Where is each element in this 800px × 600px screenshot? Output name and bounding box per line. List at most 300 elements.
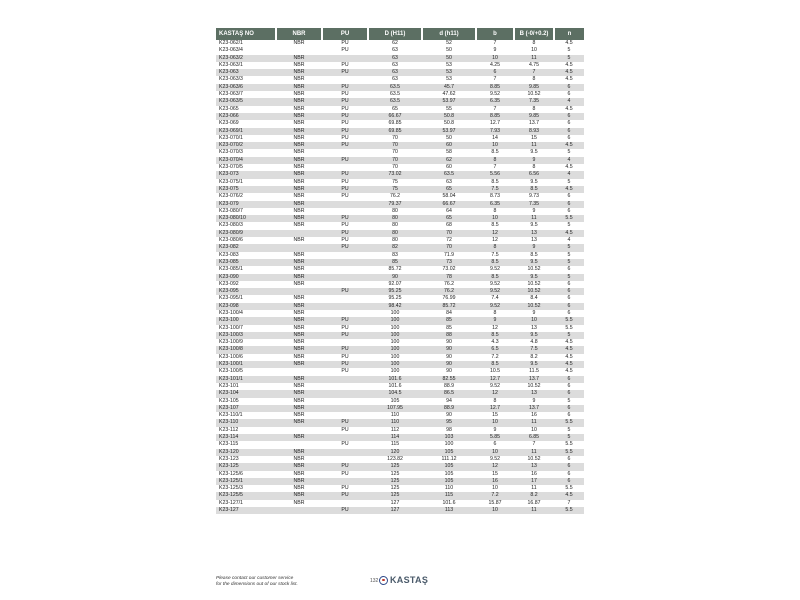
- cell-groove-width: 6.56: [514, 171, 554, 178]
- cell-nbr: NBR: [276, 157, 322, 164]
- cell-pu: [322, 376, 368, 383]
- table-row: [216, 142, 584, 149]
- cell-pu: PU: [341, 134, 349, 141]
- cell-n: 5: [554, 274, 584, 281]
- stock-note-line-1: Please contact our customer service: [216, 576, 294, 581]
- cell-pu: PU: [341, 178, 349, 185]
- cell-pu: [322, 398, 368, 405]
- cell-n: 4.5: [554, 69, 584, 76]
- cell-part-number: K23-110: [216, 419, 276, 426]
- cell-nbr: NBR: [293, 178, 305, 185]
- cell-nbr: NBR: [276, 215, 322, 222]
- cell-inner-diameter: 62: [422, 157, 476, 164]
- cell-pu: [322, 201, 368, 208]
- cell-nbr: NBR: [276, 405, 322, 412]
- cell-pu: PU: [341, 47, 349, 54]
- cell-outer-diameter: 95.25: [368, 288, 422, 295]
- cell-outer-diameter: 95.25: [388, 295, 402, 302]
- cell-nbr: NBR: [276, 113, 322, 120]
- cell-width-b: 10: [476, 419, 514, 426]
- cell-part-number: K23-080/10: [216, 215, 276, 222]
- cell-width-b: 6.5: [476, 346, 514, 353]
- cell-width-b: 12.7: [489, 120, 501, 127]
- table-row: [216, 507, 584, 514]
- cell-inner-diameter: 111.12: [441, 455, 457, 462]
- cell-n: 6: [554, 288, 584, 295]
- table-row: [216, 106, 584, 113]
- cell-groove-width: 9: [532, 207, 536, 214]
- cell-n: 6: [554, 405, 584, 412]
- cell-width-b: 8.5: [476, 274, 514, 281]
- cell-groove-width: 10.52: [514, 303, 554, 310]
- cell-groove-width: 11: [514, 142, 554, 149]
- cell-width-b: 12: [476, 230, 514, 237]
- cell-pu: [322, 412, 368, 419]
- cell-pu: [322, 456, 368, 463]
- cell-groove-width: 13.7: [514, 405, 554, 412]
- cell-groove-width: 16.87: [527, 499, 541, 506]
- cell-nbr: NBR: [276, 186, 322, 193]
- table-row: [216, 354, 584, 361]
- cell-outer-diameter: 63: [368, 55, 422, 62]
- cell-part-number: K23-125/1: [216, 478, 276, 485]
- cell-outer-diameter: 125: [368, 478, 422, 485]
- cell-outer-diameter: 125: [368, 463, 422, 470]
- cell-width-b: 8.5: [476, 361, 514, 368]
- cell-inner-diameter: 52: [446, 40, 452, 46]
- cell-inner-diameter: 50.8: [422, 113, 476, 120]
- cell-outer-diameter: 123.82: [387, 455, 403, 462]
- cell-outer-diameter: 100: [368, 332, 422, 339]
- cell-inner-diameter: 110: [444, 485, 454, 492]
- cell-nbr: NBR: [293, 40, 305, 46]
- cell-groove-width: 8.93: [514, 128, 554, 135]
- cell-width-b: 7.2: [476, 492, 514, 499]
- table-row: [216, 259, 584, 266]
- table-row: [216, 332, 584, 339]
- cell-part-number: K23-063/4: [219, 47, 243, 54]
- cell-part-number: K23-063/5: [216, 98, 276, 105]
- cell-part-number: K23-120: [216, 449, 276, 456]
- cell-groove-width: 7: [532, 441, 536, 448]
- cell-outer-diameter: 63: [392, 47, 398, 54]
- brand-logo: [379, 575, 428, 585]
- cell-inner-diameter: 50: [446, 47, 452, 54]
- cell-width-b: 8.5: [491, 178, 499, 185]
- cell-pu: PU: [341, 91, 349, 98]
- cell-n: 5.5: [565, 324, 573, 331]
- cell-inner-diameter: 53.97: [422, 98, 476, 105]
- cell-groove-width: 9: [514, 157, 554, 164]
- cell-width-b: 9.52: [489, 91, 501, 98]
- cell-outer-diameter: 80: [368, 215, 422, 222]
- cell-nbr: NBR: [293, 485, 305, 492]
- cell-inner-diameter: 63.5: [422, 171, 476, 178]
- cell-width-b: 9.52: [489, 266, 501, 273]
- cell-part-number: K23-070/4: [216, 157, 276, 164]
- cell-nbr: NBR: [293, 324, 305, 331]
- cell-inner-diameter: 76.2: [443, 280, 455, 287]
- cell-part-number: K23-065: [219, 105, 239, 112]
- cell-part-number: K23-070/1: [219, 134, 243, 141]
- table-row: [216, 40, 584, 47]
- table-row: [216, 463, 584, 470]
- cell-width-b: 8: [493, 397, 497, 404]
- cell-n: 6: [567, 134, 571, 141]
- cell-n: 5: [554, 55, 584, 62]
- cell-groove-width: 13: [514, 230, 554, 237]
- cell-groove-width: 11: [514, 55, 554, 62]
- cell-width-b: 9.52: [489, 455, 501, 462]
- cell-inner-diameter: 103: [422, 434, 476, 441]
- cell-width-b: 10: [476, 507, 514, 514]
- cell-outer-diameter: 115: [390, 441, 400, 448]
- cell-part-number: K23-100/1: [216, 361, 276, 368]
- table-row: [216, 398, 584, 405]
- cell-n: 6: [567, 207, 571, 214]
- cell-outer-diameter: 75: [368, 186, 422, 193]
- table-row: [216, 456, 584, 463]
- cell-inner-diameter: 88.9: [422, 405, 476, 412]
- cell-groove-width: 10: [531, 47, 537, 54]
- cell-pu: PU: [322, 419, 368, 426]
- cell-pu: PU: [322, 507, 368, 514]
- table-row: [216, 91, 584, 98]
- cell-groove-width: 9.5: [514, 332, 554, 339]
- table-row: [216, 274, 584, 281]
- cell-groove-width: 13: [514, 463, 554, 470]
- cell-pu: PU: [341, 353, 349, 360]
- cell-n: 6: [567, 455, 571, 462]
- cell-pu: PU: [322, 361, 368, 368]
- cell-outer-diameter: 112: [390, 426, 400, 433]
- cell-groove-width: 17: [514, 478, 554, 485]
- cell-nbr: NBR: [293, 339, 305, 346]
- table-row: [216, 157, 584, 164]
- cell-n: 6: [554, 84, 584, 91]
- cell-pu: PU: [322, 332, 368, 339]
- cell-inner-diameter: 95: [422, 419, 476, 426]
- cell-outer-diameter: 76.2: [389, 193, 401, 200]
- cell-pu: [322, 478, 368, 485]
- cell-part-number: K23-127: [216, 507, 276, 514]
- cell-outer-diameter: 62: [392, 40, 398, 46]
- cell-n: 5: [567, 251, 571, 258]
- cell-width-b: 8: [476, 244, 514, 251]
- cell-outer-diameter: 100: [390, 339, 400, 346]
- cell-nbr: NBR: [276, 478, 322, 485]
- cell-outer-diameter: 80: [392, 222, 398, 229]
- cell-nbr: NBR: [293, 237, 305, 244]
- cell-n: 4.5: [565, 76, 573, 83]
- cell-pu: PU: [322, 317, 368, 324]
- cell-inner-diameter: 50: [422, 55, 476, 62]
- cell-nbr: NBR: [293, 412, 305, 419]
- cell-width-b: 12.7: [476, 376, 514, 383]
- cell-nbr: NBR: [276, 303, 322, 310]
- cell-part-number: K23-085/1: [219, 266, 243, 273]
- cell-outer-diameter: 63.5: [368, 84, 422, 91]
- cell-part-number: K23-105: [219, 397, 239, 404]
- cell-groove-width: 13: [531, 237, 537, 244]
- cell-nbr: NBR: [276, 463, 322, 470]
- cell-part-number: K23-104: [216, 390, 276, 397]
- cell-part-number: K23-073: [216, 171, 276, 178]
- cell-pu: PU: [341, 485, 349, 492]
- cell-pu: [322, 281, 368, 288]
- cell-inner-diameter: 50: [446, 134, 452, 141]
- cell-n: 5.5: [554, 317, 584, 324]
- cell-nbr: NBR: [276, 171, 322, 178]
- cell-nbr: NBR: [276, 376, 322, 383]
- cell-nbr: [276, 288, 322, 295]
- cell-nbr: NBR: [293, 76, 305, 83]
- table-row: [216, 317, 584, 324]
- cell-inner-diameter: 85: [422, 317, 476, 324]
- cell-part-number: K23-123: [219, 455, 239, 462]
- cell-width-b: 5.56: [476, 171, 514, 178]
- table-row: [216, 376, 584, 383]
- table-row: [216, 295, 584, 302]
- cell-nbr: NBR: [293, 149, 305, 156]
- cell-n: 5.5: [554, 419, 584, 426]
- cell-part-number: K23-075: [216, 186, 276, 193]
- cell-pu: [322, 405, 368, 412]
- cell-width-b: 8.5: [476, 332, 514, 339]
- header-inner-diameter: d (h11): [422, 28, 476, 40]
- cell-n: 7: [567, 499, 571, 506]
- cell-outer-diameter: 125: [368, 492, 422, 499]
- cell-groove-width: 4.75: [528, 61, 540, 68]
- cell-pu: PU: [322, 346, 368, 353]
- table-row: [216, 310, 584, 317]
- cell-nbr: NBR: [293, 382, 305, 389]
- stock-note: [216, 576, 298, 588]
- table-body: [216, 40, 584, 514]
- cell-width-b: 7.5: [491, 251, 499, 258]
- cell-outer-diameter: 110: [368, 419, 422, 426]
- cell-inner-diameter: 105: [422, 449, 476, 456]
- cell-outer-diameter: 69.85: [388, 120, 402, 127]
- cell-part-number: K23-101: [219, 382, 239, 389]
- header-width-b: b: [476, 28, 514, 40]
- cell-groove-width: 11: [514, 507, 554, 514]
- cell-width-b: 7.93: [476, 128, 514, 135]
- table-row: [216, 244, 584, 251]
- cell-nbr: [276, 230, 322, 237]
- cell-nbr: NBR: [276, 390, 322, 397]
- cell-part-number: K23-107: [216, 405, 276, 412]
- cell-inner-diameter: 85.72: [422, 303, 476, 310]
- cell-part-number: K23-063/3: [219, 76, 243, 83]
- cell-width-b: 7: [493, 40, 497, 46]
- cell-pu: PU: [341, 426, 349, 433]
- cell-pu: [322, 449, 368, 456]
- cell-width-b: 7: [493, 105, 497, 112]
- cell-width-b: 15: [492, 412, 498, 419]
- cell-n: 6: [567, 470, 571, 477]
- cell-width-b: 8.73: [489, 193, 501, 200]
- table-row: [216, 55, 584, 62]
- cell-part-number: K23-066: [216, 113, 276, 120]
- cell-width-b: 8: [476, 157, 514, 164]
- header-groove-width: B (-0/+0.2): [514, 28, 554, 40]
- cell-inner-diameter: 105: [422, 463, 476, 470]
- cell-n: 6: [554, 113, 584, 120]
- cell-pu: PU: [341, 222, 349, 229]
- cell-inner-diameter: 47.62: [442, 91, 456, 98]
- cell-n: 6: [567, 382, 571, 389]
- cell-width-b: 7: [493, 76, 497, 83]
- cell-outer-diameter: 70: [392, 149, 398, 156]
- cell-n: 5: [567, 178, 571, 185]
- cell-outer-diameter: 79.37: [368, 201, 422, 208]
- table-row: [216, 120, 584, 127]
- cell-groove-width: 10.52: [527, 382, 541, 389]
- cell-part-number: K23-080/7: [219, 207, 243, 214]
- cell-outer-diameter: 90: [368, 274, 422, 281]
- cell-nbr: NBR: [293, 499, 305, 506]
- cell-groove-width: 10.52: [527, 266, 541, 273]
- cell-outer-diameter: 83: [392, 251, 398, 258]
- cell-outer-diameter: 80: [392, 207, 398, 214]
- table-row: [216, 441, 584, 448]
- cell-n: 6: [567, 266, 571, 273]
- cell-nbr: NBR: [276, 274, 322, 281]
- table-row: [216, 230, 584, 237]
- cell-nbr: [276, 441, 322, 448]
- cell-outer-diameter: 70: [392, 134, 398, 141]
- cell-n: 4.5: [554, 346, 584, 353]
- cell-outer-diameter: 101.6: [388, 382, 402, 389]
- cell-groove-width: 10.52: [527, 91, 541, 98]
- cell-n: 5: [554, 434, 584, 441]
- cell-n: 5.5: [565, 441, 573, 448]
- cell-pu: [322, 164, 368, 171]
- cell-width-b: 9.52: [476, 303, 514, 310]
- cell-part-number: K23-082: [216, 244, 276, 251]
- cell-pu: PU: [322, 157, 368, 164]
- cell-groove-width: 7.35: [514, 98, 554, 105]
- table-row: [216, 485, 584, 492]
- cell-part-number: K23-063/2: [216, 55, 276, 62]
- cell-groove-width: 9: [532, 397, 536, 404]
- cell-nbr: NBR: [293, 105, 305, 112]
- cell-nbr: NBR: [293, 164, 305, 171]
- cell-groove-width: 9.5: [530, 178, 538, 185]
- table-row: [216, 419, 584, 426]
- cell-nbr: NBR: [293, 295, 305, 302]
- cell-pu: PU: [341, 105, 349, 112]
- cell-outer-diameter: 114: [368, 434, 422, 441]
- cell-width-b: 4.3: [491, 339, 499, 346]
- cell-pu: [322, 252, 368, 259]
- cell-inner-diameter: 90: [446, 339, 452, 346]
- cell-part-number: K23-110/1: [219, 412, 243, 419]
- table-row: [216, 368, 584, 375]
- cell-groove-width: 13: [531, 324, 537, 331]
- cell-part-number: K23-095/1: [219, 295, 243, 302]
- cell-groove-width: 9.73: [528, 193, 540, 200]
- cell-outer-diameter: 107.95: [368, 405, 422, 412]
- table-row: [216, 346, 584, 353]
- cell-width-b: 8.5: [476, 259, 514, 266]
- cell-width-b: 7: [493, 164, 497, 171]
- cell-nbr: NBR: [293, 222, 305, 229]
- cell-part-number: K23-075/1: [219, 178, 243, 185]
- table-row: [216, 412, 584, 419]
- cell-n: 5: [554, 244, 584, 251]
- cell-outer-diameter: 92.07: [388, 280, 402, 287]
- cell-groove-width: 10.52: [527, 455, 541, 462]
- cell-pu: PU: [322, 463, 368, 470]
- cell-inner-diameter: 90: [446, 353, 452, 360]
- table-row: [216, 62, 584, 69]
- cell-nbr: NBR: [276, 201, 322, 208]
- cell-n: 4.5: [565, 339, 573, 346]
- cell-part-number: K23-101/1: [216, 376, 276, 383]
- table-row: [216, 288, 584, 295]
- cell-part-number: K23-069/1: [216, 128, 276, 135]
- cell-width-b: 9.52: [476, 288, 514, 295]
- cell-width-b: 7.2: [491, 353, 499, 360]
- cell-pu: PU: [322, 98, 368, 105]
- cell-width-b: 14: [492, 134, 498, 141]
- cell-pu: PU: [322, 288, 368, 295]
- cell-pu: PU: [322, 215, 368, 222]
- table-row: [216, 171, 584, 178]
- cell-nbr: NBR: [276, 55, 322, 62]
- cell-nbr: NBR: [276, 434, 322, 441]
- cell-pu: PU: [322, 230, 368, 237]
- cell-n: 6: [554, 201, 584, 208]
- cell-part-number: K23-063: [216, 69, 276, 76]
- cell-n: 5.5: [554, 449, 584, 456]
- cell-pu: [322, 274, 368, 281]
- cell-nbr: [276, 368, 322, 375]
- table-row: [216, 471, 584, 478]
- table-row: [216, 186, 584, 193]
- cell-groove-width: 9.5: [530, 149, 538, 156]
- cell-width-b: 10: [476, 55, 514, 62]
- table-row: [216, 325, 584, 332]
- cell-inner-diameter: 70: [422, 244, 476, 251]
- cell-pu: [322, 303, 368, 310]
- cell-nbr: NBR: [276, 69, 322, 76]
- cell-outer-diameter: 104.5: [368, 390, 422, 397]
- cell-inner-diameter: 53.97: [422, 128, 476, 135]
- cell-part-number: K23-062/1: [219, 40, 243, 46]
- cell-n: 6: [567, 193, 571, 200]
- cell-pu: PU: [322, 84, 368, 91]
- cell-inner-diameter: 115: [422, 492, 476, 499]
- cell-groove-width: 8.2: [530, 353, 538, 360]
- cell-inner-diameter: 98: [446, 426, 452, 433]
- table-row: [216, 492, 584, 499]
- cell-inner-diameter: 50.8: [443, 120, 455, 127]
- cell-outer-diameter: 127: [390, 499, 400, 506]
- cell-outer-diameter: 65: [392, 105, 398, 112]
- table-row: [216, 47, 584, 54]
- header-n: n: [554, 28, 584, 40]
- cell-pu: PU: [341, 40, 349, 46]
- cell-n: 5: [554, 332, 584, 339]
- cell-part-number: K23-098: [216, 303, 276, 310]
- cell-nbr: NBR: [293, 120, 305, 127]
- cell-outer-diameter: 70: [368, 157, 422, 164]
- header-part-number: KASTAŞ NO: [216, 28, 276, 40]
- cell-n: 6: [554, 303, 584, 310]
